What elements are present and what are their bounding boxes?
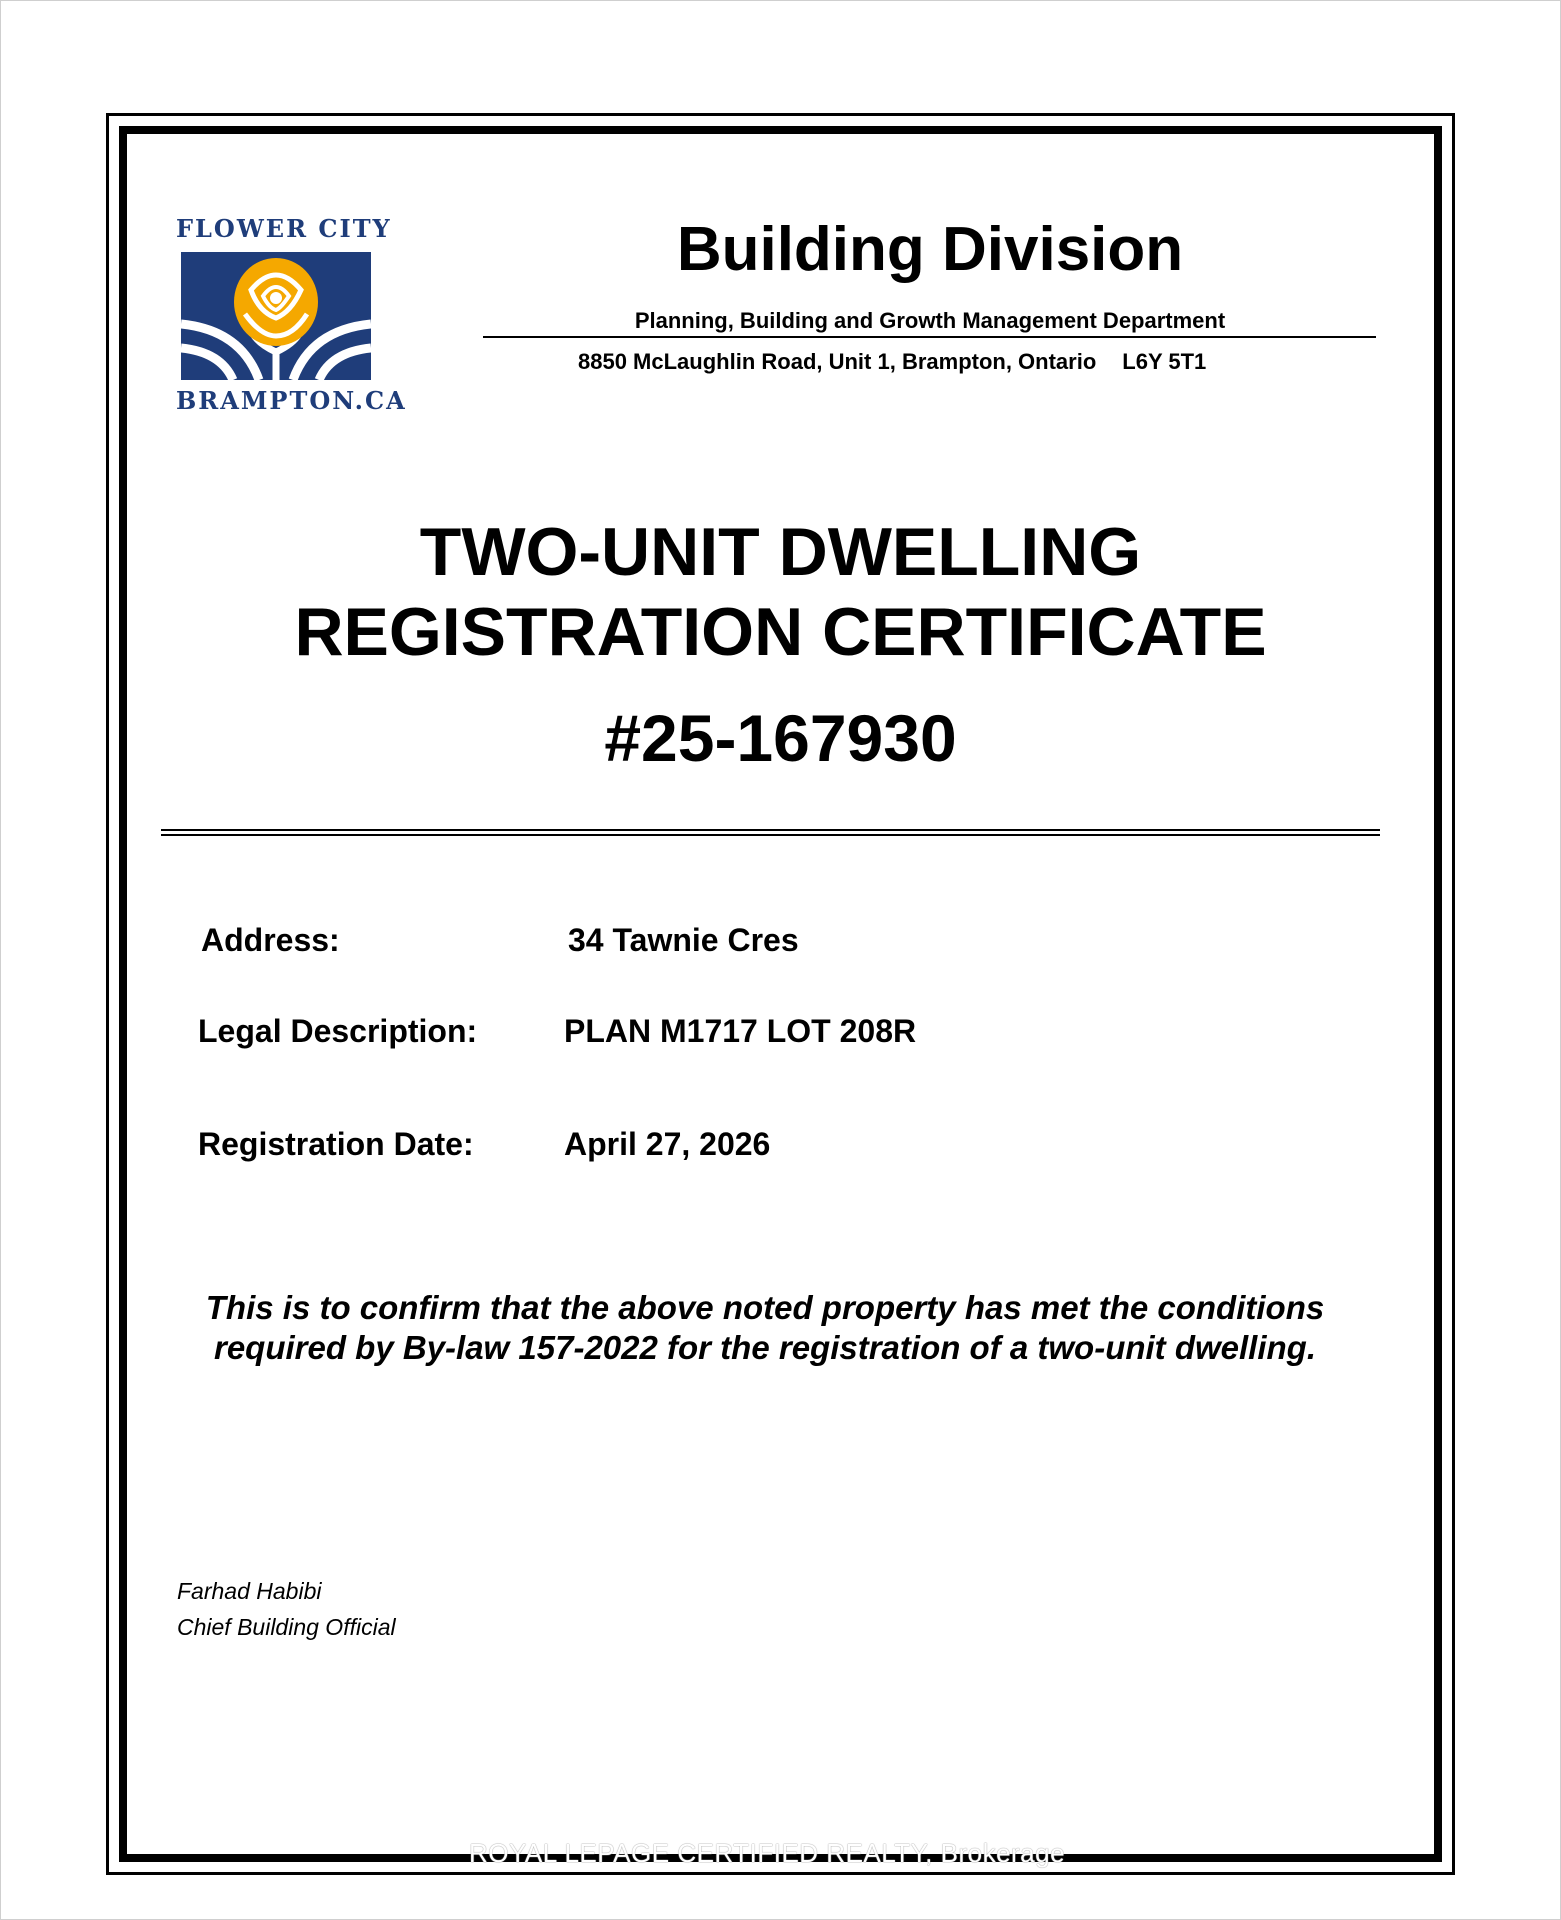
address-label: Address: <box>201 922 340 958</box>
legal-description-label: Legal Description: <box>198 1013 478 1049</box>
certificate-title-line2: REGISTRATION CERTIFICATE <box>294 594 1267 670</box>
department-name: Planning, Building and Growth Management Department <box>634 308 1226 333</box>
official-name: Farhad Habibi <box>177 1578 322 1604</box>
certificate-title <box>126 512 1435 672</box>
official-title: Chief Building Official <box>177 1614 396 1640</box>
brampton-logo <box>176 214 407 415</box>
certificate-title-line1: TWO-UNIT DWELLING <box>419 514 1142 590</box>
header-divider <box>483 336 1376 338</box>
registration-date-label: Registration Date: <box>198 1126 474 1162</box>
logo-bottom-text: BRAMPTON.CA <box>176 386 407 415</box>
statement-line1: This is to confirm that the above noted property has met the conditions <box>205 1289 1325 1326</box>
title-divider <box>161 829 1380 836</box>
logo-top-text: FLOWER CITY <box>176 214 392 243</box>
brokerage-watermark: ROYAL LEPAGE CERTIFIED REALTY, Brokerage <box>469 1838 1066 1868</box>
office-address <box>578 349 1206 375</box>
street-address: 8850 McLaughlin Road, Unit 1, Brampton, Ontario <box>578 349 1097 374</box>
certificate-number: #25-167930 <box>604 701 957 775</box>
division-title: Building Division <box>676 215 1184 284</box>
address-value: 34 Tawnie Cres <box>568 922 799 958</box>
rose-logo-icon <box>181 252 371 380</box>
statement-line2: required by By-law 157-2022 for the registration of a two-unit dwelling. <box>213 1329 1317 1366</box>
registration-date-value: April 27, 2026 <box>564 1126 771 1162</box>
confirmation-statement <box>140 1288 1390 1368</box>
postal-code: L6Y 5T1 <box>1122 349 1207 374</box>
legal-description-value: PLAN M1717 LOT 208R <box>564 1013 917 1049</box>
